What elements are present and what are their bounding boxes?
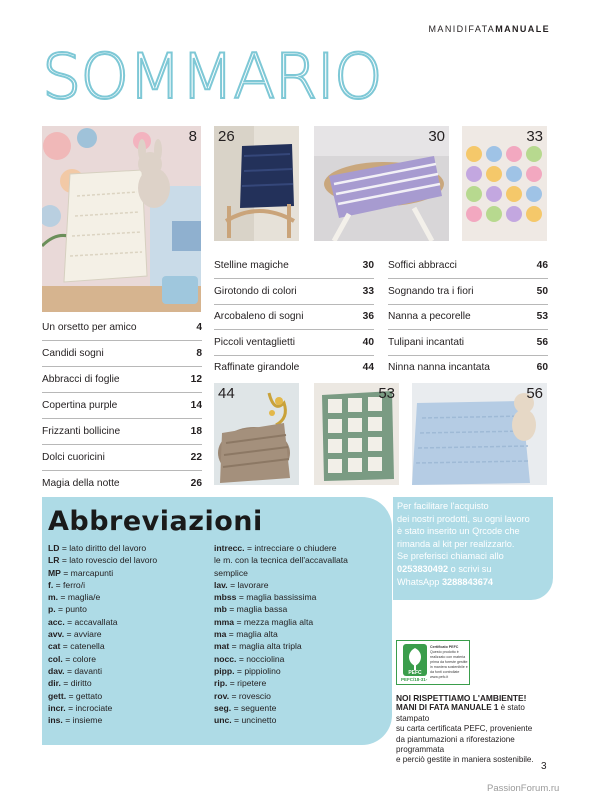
- photo-page-33[interactable]: [462, 126, 547, 241]
- divider: [42, 366, 202, 367]
- toc-page: 4: [196, 322, 202, 333]
- toc-entry[interactable]: [388, 286, 548, 297]
- divider: [42, 444, 202, 445]
- toc-page: 18: [190, 426, 202, 437]
- abbr-row: dav. = davanti: [48, 665, 103, 676]
- photo-page-number: 30: [428, 128, 445, 145]
- toc-title: Ninna nanna incantata: [388, 362, 490, 373]
- abbr-row: lav. = lavorare: [214, 579, 269, 590]
- abbreviations-col-2: [214, 542, 348, 726]
- toc-entry[interactable]: [388, 362, 548, 373]
- abbr-row: mb = maglia bassa: [214, 604, 288, 615]
- divider: [42, 470, 202, 471]
- abbr-row: mma = mezza maglia alta: [214, 616, 314, 627]
- environment-heading: NOI RISPETTIAMO L'AMBIENTE!: [396, 693, 527, 703]
- toc-page: 8: [196, 348, 202, 359]
- page-number: 3: [541, 761, 547, 772]
- toc-entry[interactable]: [42, 426, 202, 437]
- abbr-row: mat = maglia alta tripla: [214, 641, 302, 652]
- photo-page-number: 44: [218, 385, 235, 402]
- toc-title: Copertina purple: [42, 400, 118, 411]
- abbr-row: ins. = insieme: [48, 715, 103, 726]
- abbr-row-continued: semplice: [214, 567, 248, 578]
- divider: [388, 304, 548, 305]
- divider: [214, 278, 374, 279]
- toc-entry[interactable]: [42, 452, 202, 463]
- abbr-row: ma = maglia alta: [214, 629, 278, 640]
- toc-title: Girotondo di colori: [214, 286, 297, 297]
- toc-title: Un orsetto per amico: [42, 322, 137, 333]
- photo-page-number: 8: [188, 128, 197, 145]
- toc-title: Arcobaleno di sogni: [214, 311, 304, 322]
- toc-title: Frizzanti bollicine: [42, 426, 121, 437]
- toc-title: Piccoli ventaglietti: [214, 337, 295, 348]
- toc-entry[interactable]: [388, 337, 548, 348]
- toc-title: Nanna a pecorelle: [388, 311, 471, 322]
- abbr-row: f. = ferro/i: [48, 579, 86, 590]
- watermark: PassionForum.ru: [487, 783, 560, 794]
- toc-page: 36: [362, 311, 374, 322]
- toc-entry[interactable]: [42, 400, 202, 411]
- abbr-row: col. = colore: [48, 653, 97, 664]
- abbr-row: incr. = incrociate: [48, 702, 113, 713]
- abbr-row: cat = catenella: [48, 641, 105, 652]
- photo-page-53[interactable]: [314, 383, 399, 485]
- toc-page: 22: [190, 452, 202, 463]
- divider: [42, 418, 202, 419]
- abbr-row: nocc. = nocciolina: [214, 653, 285, 664]
- toc-page: 44: [362, 362, 374, 373]
- pefc-tree-icon: [403, 644, 427, 676]
- brand-light: MANIDIFATA: [428, 24, 496, 34]
- divider: [214, 355, 374, 356]
- toc-entry[interactable]: [214, 337, 374, 348]
- photo-page-8[interactable]: [42, 126, 201, 312]
- divider: [388, 278, 548, 279]
- toc-page: 40: [362, 337, 374, 348]
- toc-title: Tulipani incantati: [388, 337, 465, 348]
- abbr-row: LD = lato diritto del lavoro: [48, 543, 147, 553]
- abbr-row: p. = punto: [48, 604, 87, 615]
- page-title: SOMMARIO: [42, 40, 382, 113]
- toc-entry[interactable]: [42, 348, 202, 359]
- toc-page: 46: [536, 260, 548, 271]
- abbr-row: mbss = maglia bassissima: [214, 592, 317, 603]
- toc-page: 50: [536, 286, 548, 297]
- magazine-brand: [429, 24, 550, 34]
- toc-page: 30: [362, 260, 374, 271]
- toc-entry[interactable]: [42, 374, 202, 385]
- toc-entry[interactable]: [42, 478, 202, 489]
- abbr-row: dir. = diritto: [48, 678, 92, 689]
- abbr-row: acc. = accavallata: [48, 616, 118, 627]
- toc-page: 53: [536, 311, 548, 322]
- divider: [214, 304, 374, 305]
- photo-page-44[interactable]: [214, 383, 299, 485]
- divider: [388, 329, 548, 330]
- toc-page: 26: [190, 478, 202, 489]
- divider: [42, 340, 202, 341]
- abbr-row: rip. = ripetere: [214, 678, 267, 689]
- toc-title: Soffici abbracci: [388, 260, 457, 271]
- abbreviations-col-1: [48, 542, 157, 726]
- svg-text:PEFC: PEFC: [408, 670, 422, 676]
- phone-number[interactable]: 0253830492: [397, 563, 449, 574]
- toc-entry[interactable]: [388, 311, 548, 322]
- abbr-row: rov. = rovescio: [214, 690, 271, 701]
- toc-entry[interactable]: [214, 286, 374, 297]
- toc-entry[interactable]: [214, 311, 374, 322]
- blanket-bear-illustration: [42, 126, 201, 312]
- toc-title: Stelline magiche: [214, 260, 289, 271]
- toc-page: 56: [536, 337, 548, 348]
- pefc-code: PEFC/18-31-: [401, 677, 428, 682]
- toc-title: Sognando tra i fiori: [388, 286, 474, 297]
- photo-page-26[interactable]: [214, 126, 299, 241]
- abbr-row: intrecc. = intrecciare o chiudere: [214, 543, 337, 553]
- toc-page: 60: [536, 362, 548, 373]
- photo-page-30[interactable]: [314, 126, 449, 241]
- toc-title: Raffinate girandole: [214, 362, 300, 373]
- photo-page-number: 53: [378, 385, 395, 402]
- pefc-certification-logo: [396, 640, 470, 685]
- pefc-description: Certificato PEFC Questo prodotto è realizzato con materia prima da foreste gestite in maniera sostenibile e da fonti controllate www.pefc.it: [430, 645, 468, 679]
- toc-entry[interactable]: [214, 260, 374, 271]
- brand-bold: MANUALE: [495, 24, 550, 34]
- abbr-row: MP = marcapunti: [48, 567, 114, 578]
- toc-title: Magia della notte: [42, 478, 120, 489]
- environment-note: NOI RISPETTIAMO L'AMBIENTE! MANI DI FATA MANUALE 1 è stato stampato su carta certificata PEFC, proveniente da piantumazioni a riforestazione programmata e perciò gestite in maniera sostenibile.: [396, 693, 556, 766]
- toc-entry[interactable]: [42, 322, 202, 333]
- divider: [388, 355, 548, 356]
- abbr-row-continued: le m. con la tecnica dell'accavallata: [214, 555, 348, 566]
- abbr-row: LR = lato rovescio del lavoro: [48, 555, 158, 566]
- photo-page-number: 56: [526, 385, 543, 402]
- toc-title: Abbracci di foglie: [42, 374, 120, 385]
- abbr-row: seg. = seguente: [214, 702, 277, 713]
- photo-page-number: 33: [526, 128, 543, 145]
- photo-page-number: 26: [218, 128, 235, 145]
- qrcode-info-text: Per facilitare l'acquisto dei nostri prodotti, su ogni lavoro è stato inserito un Qrcode che rimanda al kit per realizzarlo. Se preferisci chiamaci allo 0253830492 o scrivi su WhatsApp 3288843674: [397, 501, 530, 587]
- divider: [42, 392, 202, 393]
- toc-page: 12: [190, 374, 202, 385]
- toc-title: Dolci cuoricini: [42, 452, 105, 463]
- abbr-row: gett. = gettato: [48, 690, 103, 701]
- toc-entry[interactable]: [388, 260, 548, 271]
- toc-title: Candidi sogni: [42, 348, 104, 359]
- toc-page: 33: [362, 286, 374, 297]
- abbr-row: m. = maglia/e: [48, 592, 101, 603]
- whatsapp-number[interactable]: 3288843674: [441, 576, 494, 587]
- abbr-row: pipp. = pippiolino: [214, 665, 281, 676]
- photo-page-56[interactable]: [412, 383, 547, 485]
- toc-entry[interactable]: [214, 362, 374, 373]
- abbreviations-title: Abbreviazioni: [48, 506, 263, 537]
- toc-page: 14: [190, 400, 202, 411]
- abbr-row: avv. = avviare: [48, 629, 102, 640]
- divider: [214, 329, 374, 330]
- abbr-row: unc. = uncinetto: [214, 715, 277, 726]
